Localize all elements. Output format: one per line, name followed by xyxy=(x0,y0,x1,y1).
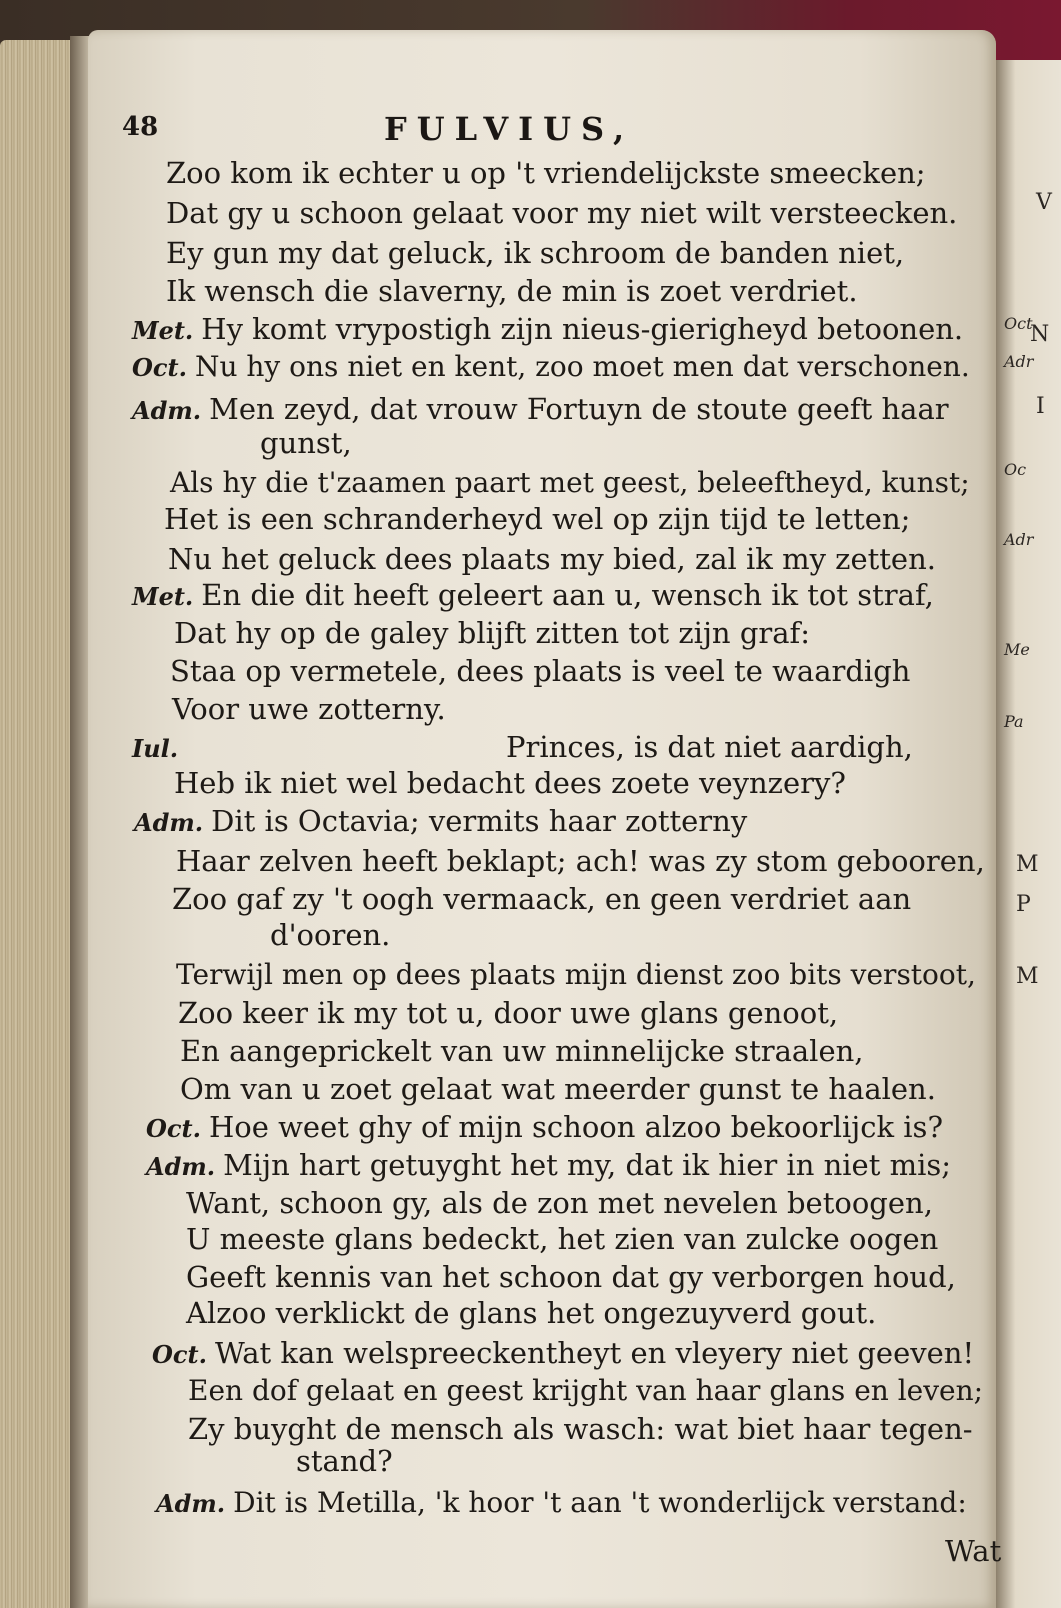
verse-line-text: Want, schoon gy, als de zon met nevelen betoogen, xyxy=(186,1186,933,1220)
verse-line-text: Princes, is dat niet aardigh, xyxy=(506,730,913,764)
verse-line-text: Alzoo verklickt de glans het ongezuyverd gout. xyxy=(186,1296,877,1330)
facing-page-fragment: Adr xyxy=(1004,530,1034,549)
speaker-name: Met. xyxy=(132,582,194,611)
verse-line xyxy=(260,426,352,460)
verse-line-text: U meeste glans bedeckt, het zien van zulcke oogen xyxy=(186,1222,939,1256)
speaker-name: Met. xyxy=(132,316,194,345)
verse-line-text: En aangeprickelt van uw minnelijcke straalen, xyxy=(180,1034,864,1068)
verse-line xyxy=(186,1296,876,1330)
verse-line xyxy=(188,1374,983,1408)
speaker-name: Adm. xyxy=(156,1489,226,1518)
verse-line-text: stand? xyxy=(296,1444,393,1478)
verse-line xyxy=(168,542,936,576)
verse-line xyxy=(180,1034,864,1068)
verse-line-text: Dit is Octavia; vermits haar zotterny xyxy=(211,804,748,838)
verse-line xyxy=(132,578,934,612)
speaker-name: Iul. xyxy=(132,734,179,763)
verse-line xyxy=(188,1412,973,1446)
verse-line xyxy=(176,844,985,878)
verse-line-text: Men zeyd, dat vrouw Fortuyn de stoute geeft haar xyxy=(209,392,949,426)
verse-line-text: Voor uwe zotterny. xyxy=(172,692,446,726)
verse-line-text: Nu hy ons niet en kent, zoo moet men dat verschonen. xyxy=(194,350,970,383)
verse-line xyxy=(152,1336,974,1370)
verse-line xyxy=(134,804,747,838)
verse-line-text: Nu het geluck dees plaats my bied, zal ik my zetten. xyxy=(168,542,936,576)
verse-line xyxy=(132,350,970,384)
verse-line-text: Ey gun my dat geluck, ik schroom de banden niet, xyxy=(166,236,905,270)
speaker-name: Oct. xyxy=(132,353,187,382)
verse-line-text: En die dit heeft geleert aan u, wensch ik tot straf, xyxy=(201,578,934,612)
facing-page-fragment: Oc xyxy=(1004,460,1027,479)
verse-line xyxy=(174,766,846,800)
verse-line-text: Dat gy u schoon gelaat voor my niet wilt versteecken. xyxy=(166,196,958,230)
verse-line xyxy=(166,196,957,230)
verse-line xyxy=(132,392,949,426)
verse-line xyxy=(166,274,858,308)
facing-page-fragment: M xyxy=(1016,852,1039,877)
facing-page-fragment: Oct xyxy=(1004,314,1033,333)
verse-line xyxy=(166,236,904,270)
facing-page-fragment: P xyxy=(1016,892,1031,917)
speaker-name: Oct. xyxy=(152,1340,207,1369)
facing-page-fragment: Me xyxy=(1004,640,1030,659)
verse-line xyxy=(146,1110,943,1144)
verse-line xyxy=(170,466,970,500)
verse-line-text: Terwijl men op dees plaats mijn dienst zoo bits verstoot, xyxy=(176,958,976,991)
verse-line-text: Zoo keer ik my tot u, door uwe glans genoot, xyxy=(178,996,839,1030)
verse-line xyxy=(296,1444,393,1478)
verse-line xyxy=(176,958,976,992)
verse-line-text: Zy buyght de mensch als wasch: wat biet haar tegen- xyxy=(188,1412,973,1446)
verse-line-text: Haar zelven heeft beklapt; ach! was zy stom gebooren, xyxy=(176,844,985,878)
verse-line xyxy=(146,1148,951,1182)
verse-line-text: Dat hy op de galey blijft zitten tot zijn graf: xyxy=(174,616,811,650)
verse-line-text: Mijn hart getuyght het my, dat ik hier in niet mis; xyxy=(223,1148,952,1182)
facing-page-fragment: Pa xyxy=(1004,712,1024,731)
verse-line-text: Als hy die t'zaamen paart met geest, beleeftheyd, kunst; xyxy=(170,466,970,499)
verse-line xyxy=(164,502,910,536)
verse-line-text: Een dof gelaat en geest krijght van haar glans en leven; xyxy=(188,1374,984,1407)
verse-line-text: Heb ik niet wel bedacht dees zoete veynzery? xyxy=(174,766,846,800)
speaker-name: Adm. xyxy=(134,808,204,837)
verse-line-text: Dit is Metilla, 'k hoor 't aan 't wonderlijck verstand: xyxy=(233,1486,967,1519)
verse-line xyxy=(156,1486,967,1520)
verse-line xyxy=(186,1222,938,1256)
verse-line xyxy=(178,996,838,1030)
verse-line xyxy=(172,692,446,726)
verse-line xyxy=(180,1072,936,1106)
verse-line xyxy=(132,312,963,346)
facing-page-fragment: M xyxy=(1016,964,1039,989)
verse-line xyxy=(166,156,926,190)
verse-line xyxy=(170,654,910,688)
verse-line xyxy=(270,918,390,952)
verse-line-text: Hy komt vrypostigh zijn nieus-gierigheyd betoonen. xyxy=(201,312,964,346)
verse-line-text: Hoe weet ghy of mijn schoon alzoo bekoorlijck is? xyxy=(208,1110,943,1144)
speaker-name: Oct. xyxy=(146,1114,201,1143)
verse-line-text: Zoo kom ik echter u op 't vriendelijckste smeecken; xyxy=(166,156,926,190)
verse-line-text: Ik wensch die slaverny, de min is zoet verdriet. xyxy=(166,274,858,308)
running-title: FULVIUS, xyxy=(384,110,635,148)
verse-line-text: Zoo gaf zy 't oogh vermaack, en geen verdriet aan xyxy=(172,882,912,916)
verse-line xyxy=(174,616,810,650)
verse-line-text: gunst, xyxy=(260,426,352,460)
page-number: 48 xyxy=(122,112,159,142)
catchword: Wat xyxy=(945,1534,1002,1568)
verse-line-text: Staa op vermetele, dees plaats is veel te waardigh xyxy=(170,654,911,688)
facing-page-fragment: N xyxy=(1030,322,1050,347)
facing-page-fragment: I xyxy=(1036,394,1045,419)
verse-line-text: Geeft kennis van het schoon dat gy verborgen houd, xyxy=(186,1260,956,1294)
verse-line xyxy=(186,1186,933,1220)
verse-line-text: Wat kan welspreeckentheyt en vleyery niet geeven! xyxy=(214,1336,975,1370)
speaker-name: Adm. xyxy=(146,1152,216,1181)
verse-line-text: Het is een schranderheyd wel op zijn tijd te letten; xyxy=(164,502,911,536)
verse-line xyxy=(132,730,913,764)
verse-line xyxy=(172,882,911,916)
verse-line xyxy=(186,1260,956,1294)
facing-page-fragment: Adr xyxy=(1004,352,1034,371)
verse-line-text: d'ooren. xyxy=(270,918,391,952)
speaker-name: Adm. xyxy=(132,396,202,425)
verse-line-text: Om van u zoet gelaat wat meerder gunst te haalen. xyxy=(180,1072,936,1106)
facing-page-fragment: V xyxy=(1036,190,1052,215)
